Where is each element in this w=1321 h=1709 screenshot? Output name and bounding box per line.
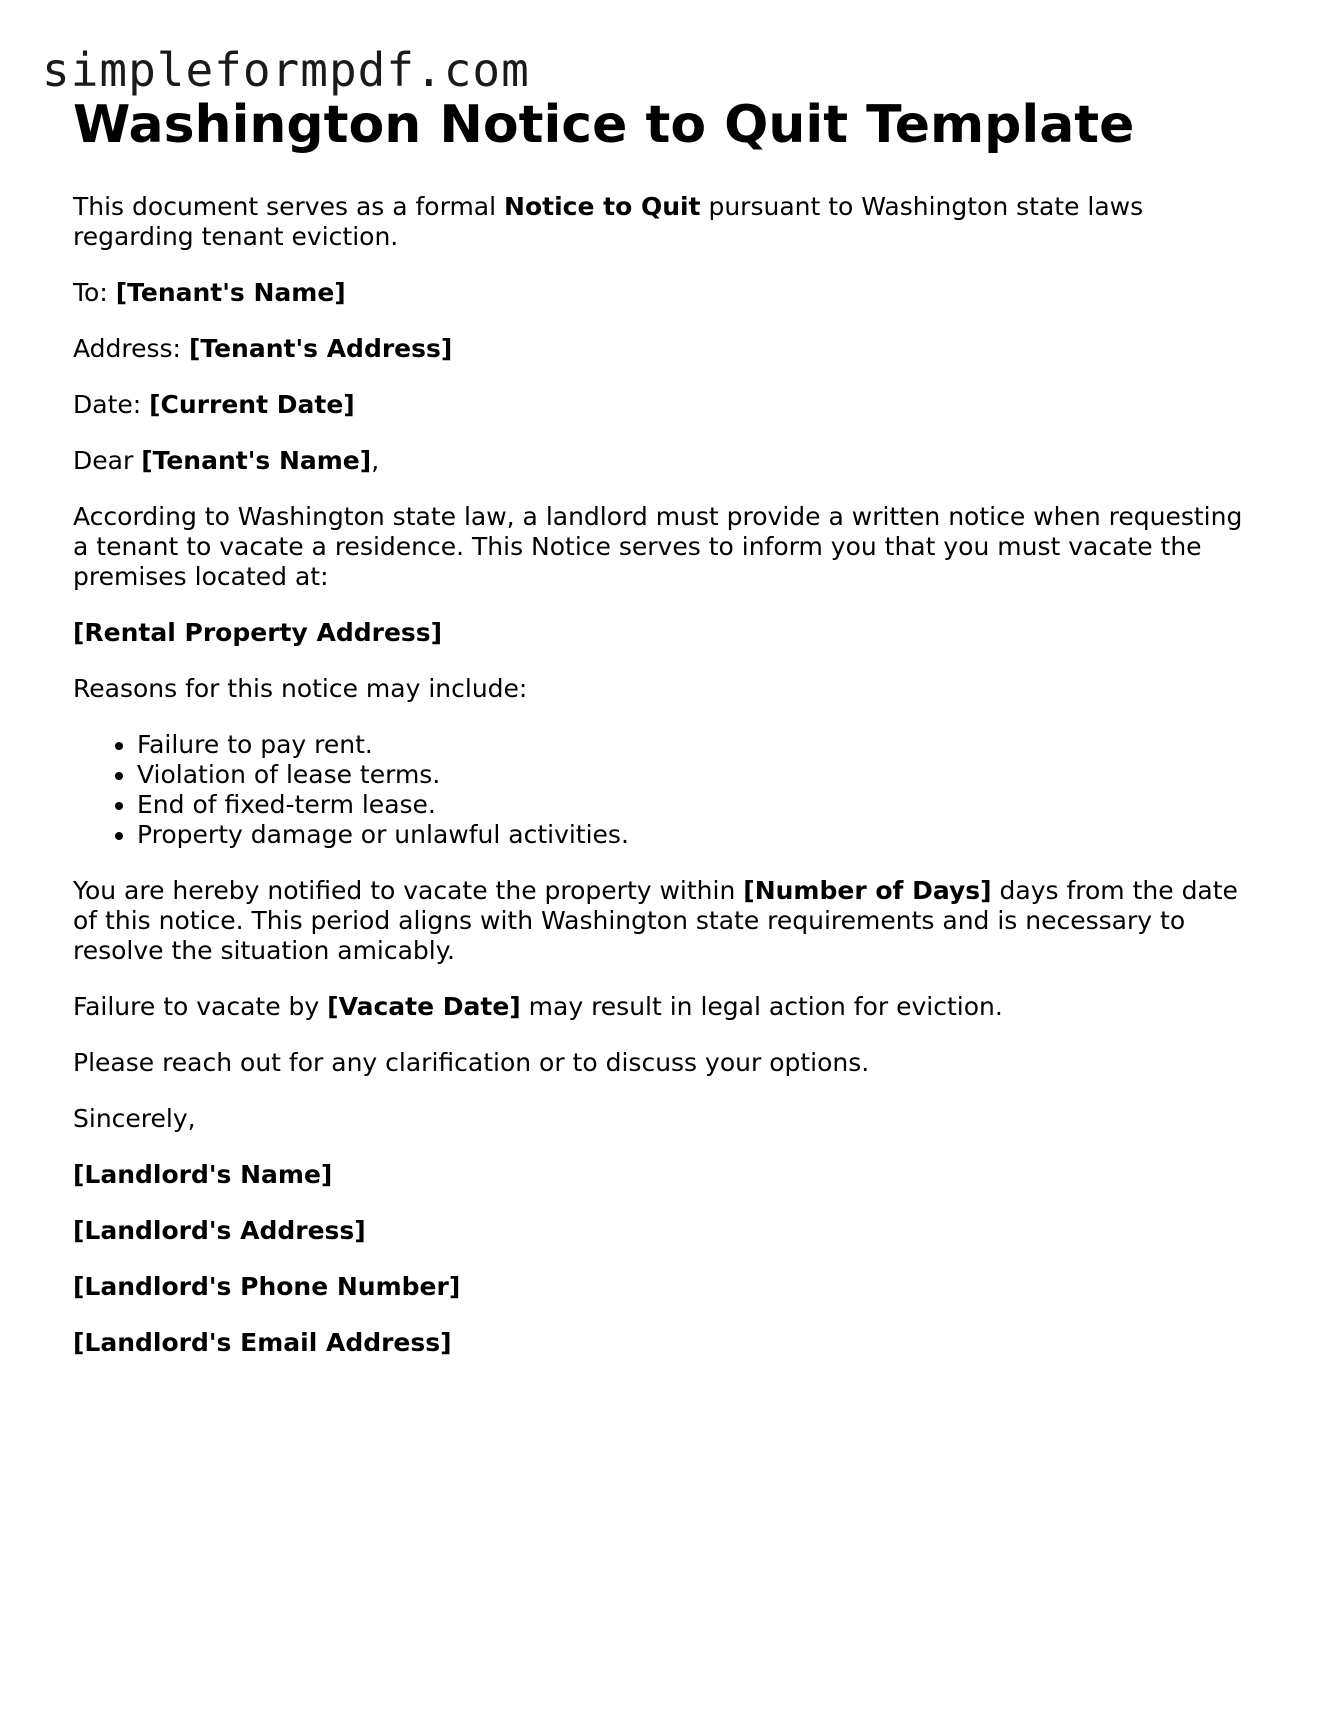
intro-text-after: pursuant to Washington state laws regarding tenant eviction.: [73, 192, 1144, 251]
vacate-bold: [Vacate Date]: [327, 992, 521, 1021]
salutation-after: ,: [371, 446, 380, 475]
intro-paragraph: [73, 192, 1253, 252]
intro-text-before: This document serves as a formal: [73, 192, 505, 221]
signature-email: [73, 1328, 1253, 1358]
signature-email-value: [Landlord's Email Address]: [73, 1328, 452, 1357]
intro-text-bold: Notice to Quit: [504, 192, 701, 221]
contact-paragraph: Please reach out for any clarification or to discuss your options.: [73, 1048, 870, 1077]
property-address-value: [Rental Property Address]: [73, 618, 443, 647]
signature-phone: [73, 1272, 1253, 1302]
list-item: • Property damage or unlawful activities.: [137, 820, 1253, 850]
page-title: Washington Notice to Quit Template: [73, 95, 1135, 155]
list-item: • Failure to pay rent.: [137, 730, 1253, 760]
document-page: [73, 92, 1253, 1384]
salutation: [73, 446, 1253, 476]
date-line: [73, 390, 1253, 420]
signature-address-value: [Landlord's Address]: [73, 1216, 366, 1245]
vacate-after: may result in legal action for eviction.: [520, 992, 1003, 1021]
signature-name: [73, 1160, 1253, 1190]
reasons-list: [73, 730, 1253, 850]
signature-name-value: [Landlord's Name]: [73, 1160, 333, 1189]
salutation-before: Dear: [73, 446, 142, 475]
list-item: • End of fixed-term lease.: [137, 790, 1253, 820]
list-item: • Violation of lease terms.: [137, 760, 1253, 790]
notice-period-paragraph: [73, 876, 1253, 966]
address-value: [Tenant's Address]: [188, 334, 453, 363]
reasons-intro: Reasons for this notice may include:: [73, 674, 528, 703]
property-address: [73, 618, 1253, 648]
address-line: [73, 334, 1253, 364]
to-label: To:: [73, 278, 116, 307]
notice-period-bold: [Number of Days]: [743, 876, 992, 905]
notice-period-before: You are hereby notified to vacate the property within: [73, 876, 744, 905]
address-label: Address:: [73, 334, 189, 363]
signature-address: [73, 1216, 1253, 1246]
signature-phone-value: [Landlord's Phone Number]: [73, 1272, 461, 1301]
watermark-text: simpleformpdf.com: [42, 43, 530, 97]
closing: Sincerely,: [73, 1104, 196, 1133]
vacate-before: Failure to vacate by: [73, 992, 328, 1021]
date-label: Date:: [73, 390, 150, 419]
notice-period-after: days from the date of this notice. This period aligns with Washington state requirements and is necessary to resolve the situation amicably.: [73, 876, 1238, 965]
to-line: [73, 278, 1253, 308]
body-paragraph: According to Washington state law, a landlord must provide a written notice when requesting a tenant to vacate a residence. This Notice serves to inform you that you must vacate the premises located at:: [73, 502, 1243, 591]
salutation-name: [Tenant's Name]: [141, 446, 372, 475]
date-value: [Current Date]: [149, 390, 355, 419]
to-value: [Tenant's Name]: [115, 278, 346, 307]
vacate-paragraph: [73, 992, 1253, 1022]
